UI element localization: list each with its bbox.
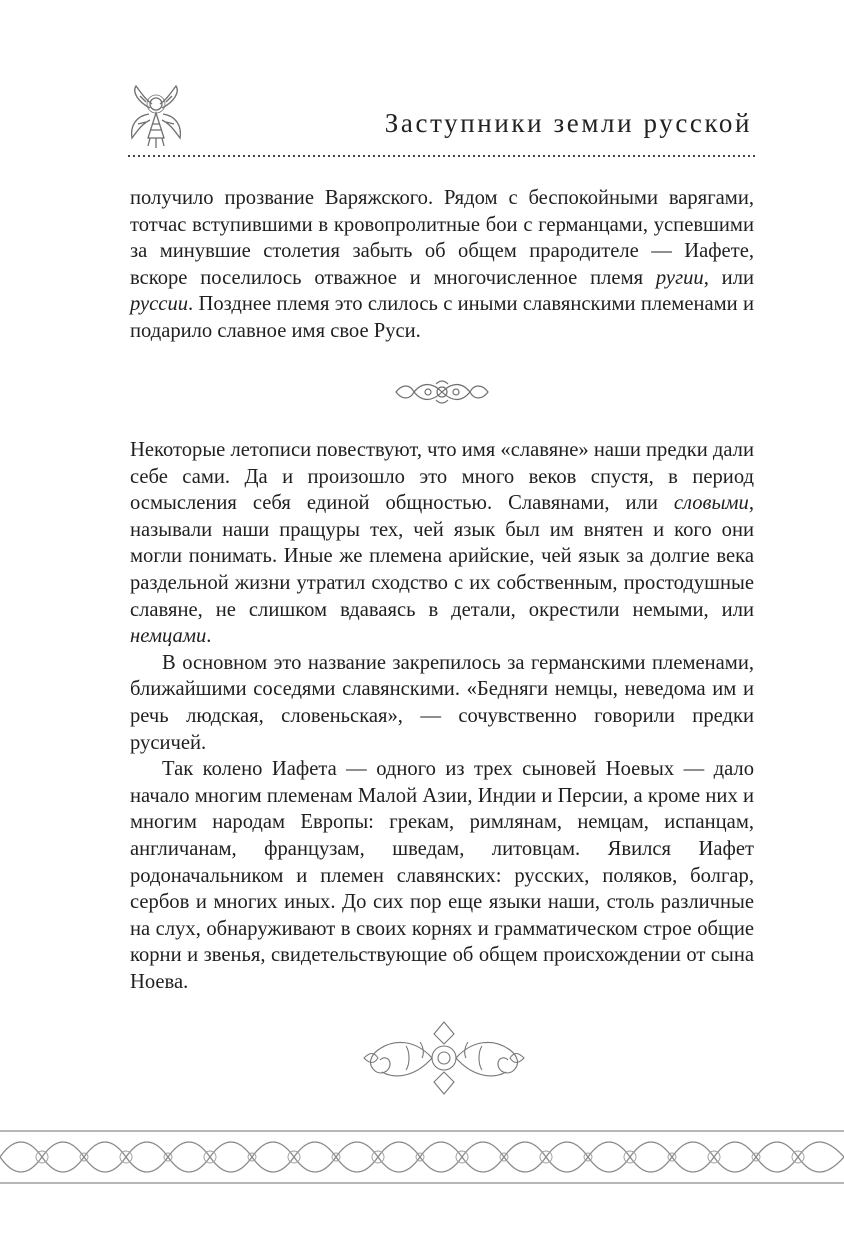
text-run: получило прозвание Варяжского. Рядом с беспокойными варягами, тотчас вступившими в кровопролитные бои с германцами, успевшими за минувшие столетия забыть об общем прародителе — Иафете, вскоре поселилось отважное и многочисленное племя <box>130 187 754 289</box>
section-2-text <box>130 437 754 995</box>
page-running-title: Заступники земли русской <box>384 108 752 138</box>
italic-term: словыми <box>673 492 749 515</box>
interlace-border-icon <box>0 1128 844 1186</box>
section-1-text <box>130 185 754 345</box>
paragraph <box>130 185 754 345</box>
text-run: . Позднее племя это слилось с иными славянскими племенами и подарило славное имя свое Руси. <box>130 293 754 342</box>
italic-term: ругии <box>655 266 704 289</box>
text-run: , или <box>703 266 754 289</box>
italic-term: немцами <box>130 625 207 648</box>
text-run: . <box>206 625 212 648</box>
paragraph: Так колено Иафета — одного из трех сыновей Ноевых — дало начало многим племенам Малой Азии, Индии и Персии, а кроме них и многим народам Европы: грекам, римлянам, немцам, испанцам, англичанам, французам, шведам, литовцам. Явился Иафет родоначальником и племен славянских: русских, поляков, болгар, сербов и многих иных. До сих пор еще языки наши, столь различные на слух, обнаруживают в своих корнях и грамматическом строе общие корни и звенья, свидетельствующие об общем происхождении от сына Ноева. <box>130 758 754 993</box>
floral-ornament-icon <box>360 1020 528 1096</box>
winged-angel-emblem-icon <box>128 84 184 150</box>
text-run: Некоторые летописи повествуют, что имя «славяне» наши предки дали себе сами. Да и произошло это много веков спустя, в период осмысления себя единой общностью. Славянами, или <box>130 439 754 515</box>
paragraph <box>130 437 754 650</box>
knot-divider-icon <box>392 378 492 406</box>
text-run: , называли наши пращуры тех, чей язык был им внятен и кого они могли понимать. Иные же племена арийские, чей язык за долгие века раздельной жизни утратил сходство с их собственным, простодушные славяне, не слишком вдаваясь в детали, окрестили немыми, или <box>130 492 754 621</box>
dotted-rule-icon <box>128 152 756 160</box>
italic-term: руссии <box>130 293 189 316</box>
paragraph: В основном это название закрепилось за германскими племенами, ближайшими соседями славянскими. «Бедняги немцы, неведома им и речь людская, словеньская», — сочувственно говорили предки русичей. <box>130 651 754 754</box>
